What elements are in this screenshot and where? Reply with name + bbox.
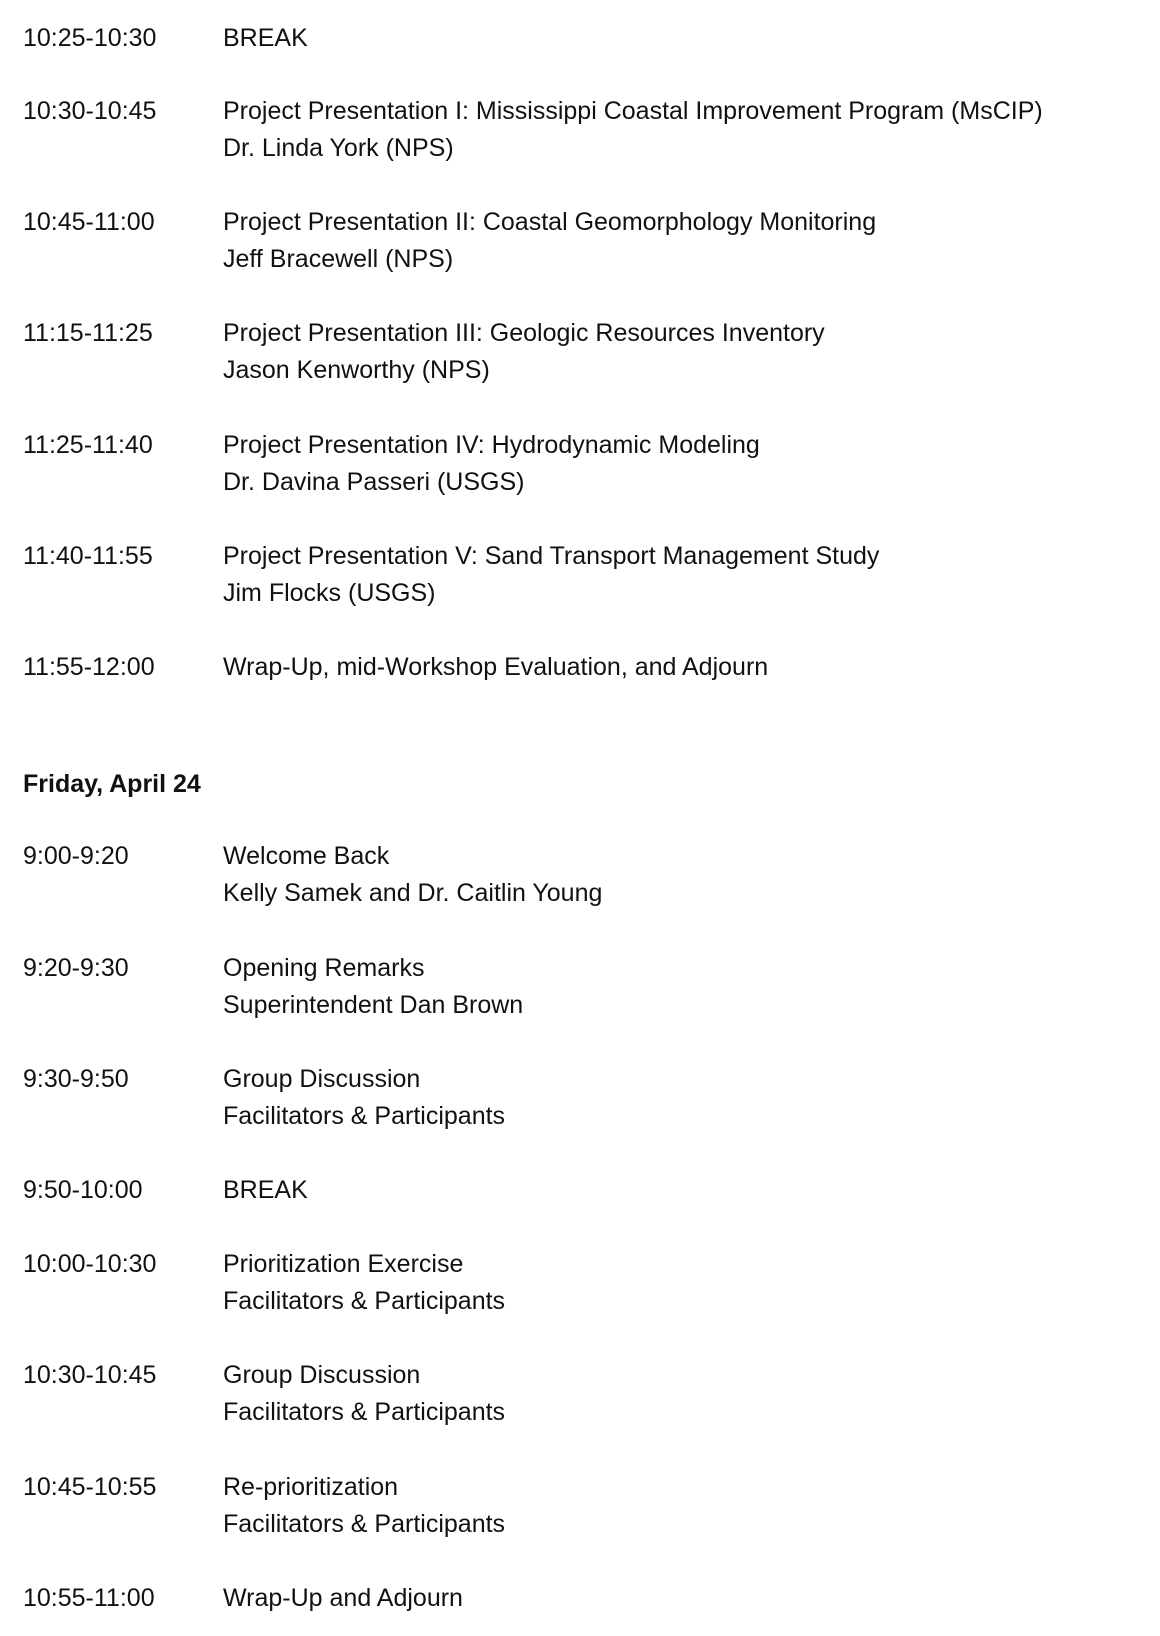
agenda-content (223, 1172, 1153, 1209)
agenda-title: BREAK (223, 1176, 308, 1204)
agenda-content (223, 950, 1153, 1024)
agenda-time: 9:00-9:20 (23, 842, 129, 870)
agenda-time: 11:40-11:55 (23, 542, 153, 570)
agenda-title: Wrap-Up, mid-Workshop Evaluation, and Adjourn (223, 653, 769, 681)
agenda-speaker: Superintendent Dan Brown (223, 991, 524, 1019)
agenda-content (223, 1246, 1153, 1320)
agenda-content (223, 838, 1153, 912)
agenda-title: Re-prioritization (223, 1473, 399, 1501)
agenda-speaker: Facilitators & Participants (223, 1510, 506, 1538)
agenda-content (223, 93, 1153, 167)
agenda-title: Project Presentation V: Sand Transport Management Study (223, 542, 880, 570)
agenda-title: Project Presentation I: Mississippi Coastal Improvement Program (MsCIP) (223, 97, 1043, 125)
agenda-time: 10:00-10:30 (23, 1250, 157, 1278)
agenda-speaker: Dr. Davina Passeri (USGS) (223, 468, 525, 496)
agenda-content (223, 1469, 1153, 1543)
agenda-content (223, 20, 1153, 57)
agenda-time: 9:30-9:50 (23, 1065, 129, 1093)
agenda-speaker: Jeff Bracewell (NPS) (223, 245, 454, 273)
agenda-time: 10:55-11:00 (23, 1584, 155, 1612)
agenda-content (223, 1357, 1153, 1431)
agenda-time: 10:45-10:55 (23, 1473, 157, 1501)
agenda-content (223, 649, 1153, 686)
agenda-title: Project Presentation IV: Hydrodynamic Modeling (223, 431, 760, 459)
agenda-speaker: Dr. Linda York (NPS) (223, 134, 454, 162)
agenda-title: Welcome Back (223, 842, 390, 870)
agenda-time: 10:25-10:30 (23, 24, 157, 52)
agenda-title: Prioritization Exercise (223, 1250, 464, 1278)
agenda-title: Opening Remarks (223, 954, 425, 982)
day-heading: Friday, April 24 (23, 770, 201, 798)
agenda-content (223, 1580, 1153, 1617)
agenda-speaker: Facilitators & Participants (223, 1287, 506, 1315)
agenda-time: 9:20-9:30 (23, 954, 129, 982)
agenda-title: Group Discussion (223, 1065, 421, 1093)
agenda-time: 11:55-12:00 (23, 653, 155, 681)
agenda-speaker: Facilitators & Participants (223, 1102, 506, 1130)
agenda-speaker: Jim Flocks (USGS) (223, 579, 436, 607)
agenda-content (223, 204, 1153, 278)
agenda-content (223, 315, 1153, 389)
agenda-title: Group Discussion (223, 1361, 421, 1389)
agenda-content (223, 1061, 1153, 1135)
agenda-content (223, 427, 1153, 501)
agenda-time: 11:25-11:40 (23, 431, 153, 459)
agenda-time: 9:50-10:00 (23, 1176, 143, 1204)
agenda-title: Project Presentation II: Coastal Geomorphology Monitoring (223, 208, 877, 236)
agenda-title: Wrap-Up and Adjourn (223, 1584, 463, 1612)
agenda-time: 11:15-11:25 (23, 319, 153, 347)
agenda-title: Project Presentation III: Geologic Resources Inventory (223, 319, 825, 347)
agenda-speaker: Kelly Samek and Dr. Caitlin Young (223, 879, 603, 907)
agenda-speaker: Jason Kenworthy (NPS) (223, 356, 490, 384)
agenda-title: BREAK (223, 24, 308, 52)
agenda-content (223, 538, 1153, 612)
agenda-time: 10:45-11:00 (23, 208, 155, 236)
agenda-time: 10:30-10:45 (23, 1361, 157, 1389)
agenda-time: 10:30-10:45 (23, 97, 157, 125)
agenda-speaker: Facilitators & Participants (223, 1398, 506, 1426)
